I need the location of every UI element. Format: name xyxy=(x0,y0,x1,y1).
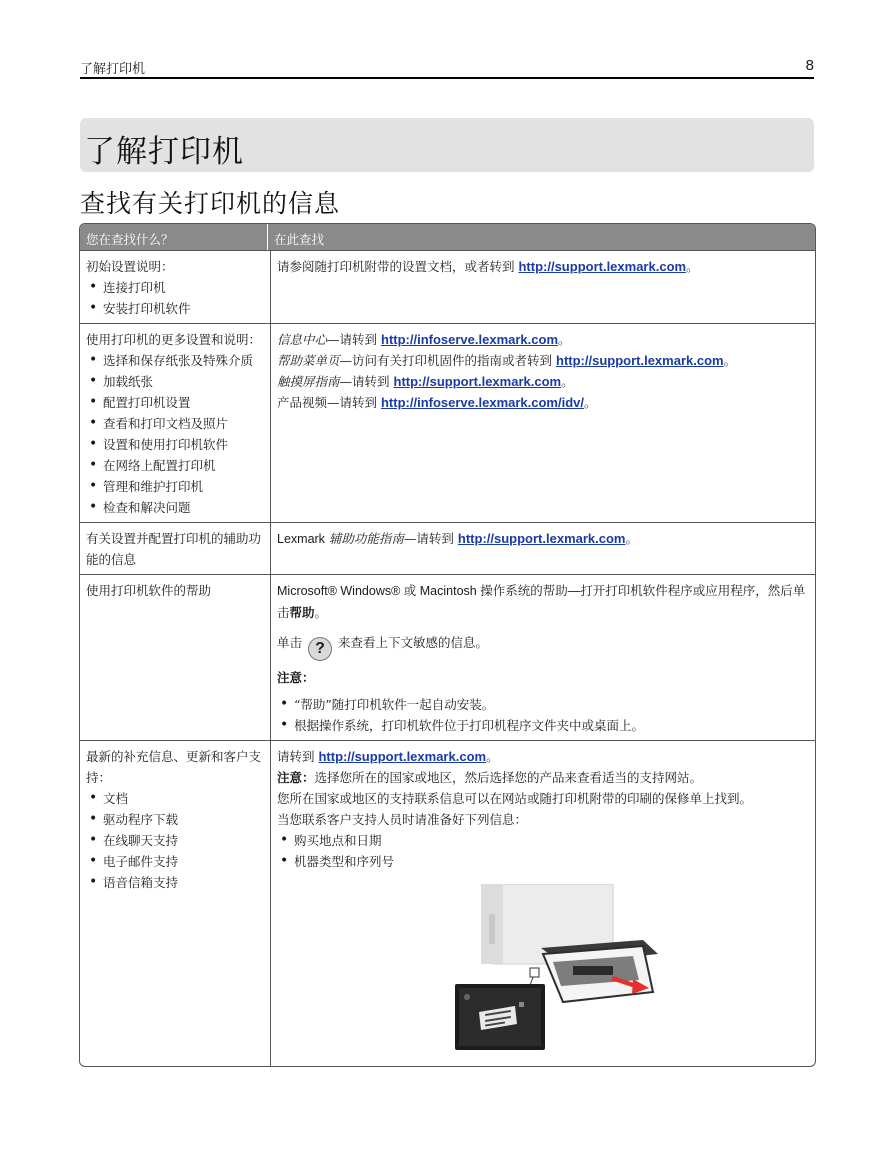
list-item: • 购买地点和日期 xyxy=(277,830,807,851)
list-item: • 文档 xyxy=(86,788,267,809)
note-label: 注意： xyxy=(277,670,315,685)
list-item: • “帮助”随打印机软件一起自动安装。 xyxy=(277,694,807,715)
support-link[interactable]: http://support.lexmark.com xyxy=(457,531,626,546)
bullet-list xyxy=(86,350,267,518)
page-header xyxy=(80,58,814,79)
page-number: 8 xyxy=(805,57,814,74)
italic-term: 触摸屏指南 xyxy=(277,374,340,389)
table-row xyxy=(80,740,815,1066)
list-item: • 在网络上配置打印机 xyxy=(86,455,267,476)
list-item: • 检查和解决问题 xyxy=(86,497,267,518)
row-where-cell xyxy=(271,251,815,323)
list-item: • 机器类型和序列号 xyxy=(277,851,807,872)
text: 。 xyxy=(723,353,737,368)
text: 。 xyxy=(686,259,699,274)
row-what-cell: 有关设置并配置打印机的辅助功能的信息 xyxy=(80,523,271,574)
row-where-cell xyxy=(271,741,815,1066)
table-header xyxy=(80,224,815,250)
row-where-cell xyxy=(271,575,815,740)
row-what-label: 最新的补充信息、更新和客户支持： xyxy=(86,749,262,785)
text: 。 xyxy=(314,605,328,620)
click-after-text: 来查看上下文敏感的信息。 xyxy=(338,635,489,650)
support-link[interactable]: http://support.lexmark.com xyxy=(318,749,487,764)
info-table xyxy=(79,223,816,1067)
contact-info-text: 您所在国家或地区的支持联系信息可以在网站或随打印机附带的印刷的保修单上找到。 xyxy=(277,791,753,806)
row-what-cell xyxy=(80,251,271,323)
bullet-list xyxy=(277,830,807,872)
list-item: • 管理和维护打印机 xyxy=(86,476,267,497)
support-link[interactable]: http://support.lexmark.com xyxy=(393,374,562,389)
italic-term: 帮助菜单页 xyxy=(277,353,340,368)
italic-term: 信息中心 xyxy=(277,332,328,347)
chapter-banner xyxy=(80,118,814,172)
list-item: • 配置打印机设置 xyxy=(86,392,267,413)
list-item: • 选择和保存纸张及特殊介质 xyxy=(86,350,267,371)
os-help-text: Microsoft® Windows® 或 Macintosh 操作系统的帮助—打开打印机软件程序或应用程序，然后单击 xyxy=(277,584,806,620)
infoserve-link[interactable]: http://infoserve.lexmark.com xyxy=(381,332,558,347)
printer-tray-illustration xyxy=(453,884,663,1059)
table-row xyxy=(80,323,815,522)
text: 请参阅随打印机附带的设置文档，或者转到 xyxy=(277,259,519,274)
note-label: 注意： xyxy=(277,770,315,785)
text: —访问有关打印机固件的指南或者转到 xyxy=(339,353,556,368)
text: 请转到 xyxy=(277,749,319,764)
list-item: • 电子邮件支持 xyxy=(86,851,267,872)
row-what-cell: 使用打印机软件的帮助 xyxy=(80,575,271,740)
row-what-cell xyxy=(80,324,271,522)
table-row xyxy=(80,522,815,574)
support-link[interactable]: http://support.lexmark.com xyxy=(556,353,724,368)
prepare-info-text: 当您联系客户支持人员时请准备好下列信息： xyxy=(277,812,528,827)
text: —请转到 xyxy=(403,531,458,546)
text: 。 xyxy=(486,749,499,764)
row-where-cell xyxy=(271,324,815,522)
col-header-where: 在此查找 xyxy=(274,232,325,247)
italic-term: 辅助功能指南 xyxy=(324,531,404,546)
list-item: • 语音信箱支持 xyxy=(86,872,267,893)
row-what-cell xyxy=(80,741,271,1066)
chapter-title: 了解打印机 xyxy=(84,134,244,170)
table-row xyxy=(80,574,815,740)
list-item: • 在线聊天支持 xyxy=(86,830,267,851)
text: 。 xyxy=(561,374,574,389)
list-item: • 连接打印机 xyxy=(86,277,267,298)
header-section-title: 了解打印机 xyxy=(80,62,146,77)
text: 。 xyxy=(625,531,638,546)
brand-text: Lexmark xyxy=(277,532,325,546)
bullet-list xyxy=(277,694,807,736)
support-link[interactable]: http://support.lexmark.com xyxy=(518,259,687,274)
table-row xyxy=(80,250,815,323)
list-item: • 加载纸张 xyxy=(86,371,267,392)
list-item: • 根据操作系统，打印机软件位于打印机程序文件夹中或桌面上。 xyxy=(277,715,807,736)
list-item: • 查看和打印文档及照片 xyxy=(86,413,267,434)
row-where-cell xyxy=(271,523,815,574)
printer-tray-drawing xyxy=(453,884,663,1059)
col-header-what: 您在查找什么？ xyxy=(80,224,268,250)
list-item: • 设置和使用打印机软件 xyxy=(86,434,267,455)
row-what-label: 初始设置说明： xyxy=(86,259,174,274)
bullet-list xyxy=(86,277,267,319)
text: —请转到 xyxy=(327,332,381,347)
click-text: 单击 xyxy=(277,635,303,650)
list-item: • 安装打印机软件 xyxy=(86,298,267,319)
text: 产品视频—请转到 xyxy=(277,395,381,410)
row-what-label: 使用打印机的更多设置和说明： xyxy=(86,332,262,347)
text: 。 xyxy=(584,395,597,410)
text: —请转到 xyxy=(339,374,394,389)
note-text: 选择您所在的国家或地区，然后选择您的产品来查看适当的支持网站。 xyxy=(314,770,703,785)
list-item: • 驱动程序下载 xyxy=(86,809,267,830)
bullet-list xyxy=(86,788,267,893)
help-question-icon: ? xyxy=(308,637,332,661)
video-link[interactable]: http://infoserve.lexmark.com/idv/ xyxy=(380,395,584,410)
section-title: 查找有关打印机的信息 xyxy=(80,189,341,218)
text: 。 xyxy=(558,332,571,347)
help-bold: 帮助 xyxy=(289,605,315,620)
